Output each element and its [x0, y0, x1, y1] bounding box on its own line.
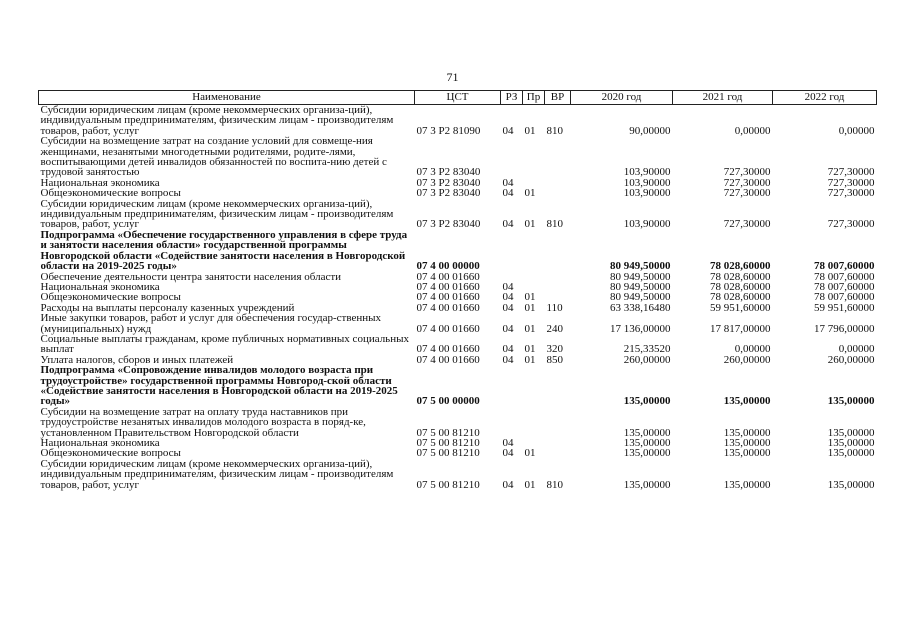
row-value-2021: 59 951,60000: [710, 301, 771, 314]
row-vr: 810: [546, 478, 563, 491]
row-vr: [545, 178, 571, 188]
header-2021: 2021 год: [673, 91, 773, 105]
row-value-2021: 0,00000: [734, 343, 771, 356]
row-cst: 07 4 00 00000: [416, 260, 480, 273]
header-name: Наименование: [39, 91, 415, 105]
row-rz: [501, 407, 523, 438]
row-name: Обеспечение деятельности центра занятости населения области: [40, 270, 342, 283]
row-value-2020: 17 136,00000: [610, 322, 671, 335]
row-rz: 04: [502, 322, 514, 335]
row-name: Подпрограмма «Обеспечение государственного управления в сфере труда и занятости населения области» государственной программы Новгородской области «Содействие занятости населения в Новгородской области на 2019-2025 годы»: [40, 228, 408, 273]
header-vr: ВР: [545, 91, 571, 105]
row-value-2022: 260,00000: [827, 353, 875, 366]
row-vr: 110: [546, 301, 563, 314]
row-rz: [501, 230, 523, 272]
row-cst: 07 3 Р2 81090: [416, 124, 481, 137]
row-vr: 850: [546, 353, 563, 366]
row-value-2021: 260,00000: [723, 353, 771, 366]
row-name: Общеэкономические вопросы: [40, 291, 181, 304]
row-value-2020: 80 949,50000: [610, 270, 671, 283]
row-pr: 01: [524, 291, 536, 304]
table-row: [39, 105, 877, 137]
row-value-2022: 0,00000: [838, 343, 875, 356]
row-value-2020: 80 949,50000: [610, 280, 671, 293]
row-pr: 01: [524, 447, 536, 460]
row-rz: 04: [502, 301, 514, 314]
row-vr: [545, 282, 571, 292]
row-rz: 04: [502, 447, 514, 460]
row-name: Субсидии юридическим лицам (кроме некоммерческих организа-ций), индивидуальным предпринимателям, физическим лицам - производителям товаров, работ, услуг: [40, 104, 394, 137]
row-rz: 04: [502, 353, 514, 366]
row-rz: [501, 365, 523, 407]
header-2022: 2022 год: [773, 91, 877, 105]
row-cst: 07 4 00 01660: [416, 343, 480, 356]
row-rz: 04: [502, 176, 514, 189]
header-rz: РЗ: [501, 91, 523, 105]
row-cst: 07 5 00 00000: [416, 395, 480, 408]
header-pr: Пр: [523, 91, 545, 105]
row-value-2021: 727,30000: [723, 187, 771, 200]
row-value-2020: 63 338,16480: [610, 301, 671, 314]
row-name: Иные закупки товаров, работ и услуг для обеспечения государ-ственных (муниципальных) нужд: [40, 312, 382, 335]
row-value-2022: 78 007,60000: [814, 280, 875, 293]
row-pr: [523, 365, 545, 407]
row-name: Уплата налогов, сборов и иных платежей: [40, 353, 234, 366]
row-cst: 07 4 00 01660: [416, 291, 480, 304]
row-value-2020: 260,00000: [623, 353, 671, 366]
row-cst: 07 4 00 01660: [416, 301, 480, 314]
row-value-2022: 135,00000: [827, 447, 875, 460]
row-value-2022: 78 007,60000: [814, 270, 875, 283]
row-rz: 04: [502, 478, 514, 491]
row-vr: [545, 136, 571, 178]
header-cst: ЦСТ: [415, 91, 501, 105]
row-pr: 01: [524, 322, 536, 335]
table-row: [39, 459, 877, 490]
row-pr: [523, 407, 545, 438]
row-pr: [523, 272, 545, 282]
table-row: [39, 407, 877, 438]
row-name: Национальная экономика: [40, 437, 160, 449]
budget-table: [38, 90, 877, 490]
row-value-2021: 78 028,60000: [710, 280, 771, 293]
row-value-2020: 103,90000: [623, 218, 671, 231]
row-value-2020: 135,00000: [623, 395, 671, 408]
row-cst: 07 3 Р2 83040: [416, 176, 481, 189]
table-row: [39, 136, 877, 178]
row-value-2021: 78 028,60000: [710, 291, 771, 304]
table-row: [39, 199, 877, 230]
row-value-2020: 135,00000: [623, 426, 671, 439]
row-name: Общеэкономические вопросы: [40, 447, 181, 460]
row-value-2022: 17 796,00000: [814, 322, 875, 335]
row-vr: [545, 407, 571, 438]
row-value-2022: 135,00000: [827, 426, 875, 439]
row-name: Национальная экономика: [40, 176, 160, 189]
row-cst: 07 5 00 81210: [416, 447, 480, 460]
row-value-2022: 59 951,60000: [814, 301, 875, 314]
row-cst: 07 5 00 81210: [416, 478, 480, 491]
row-pr: 01: [524, 343, 536, 356]
row-rz: [501, 136, 523, 178]
header-2020: 2020 год: [571, 91, 673, 105]
table-row: [39, 313, 877, 334]
row-name: Субсидии юридическим лицам (кроме некоммерческих организа-ций), индивидуальным предпринимателям, физическим лицам - производителям товаров, работ, услуг: [40, 457, 394, 491]
table-row: [39, 230, 877, 272]
row-cst: 07 3 Р2 83040: [416, 187, 481, 200]
row-value-2021: 727,30000: [723, 176, 771, 189]
row-pr: 01: [524, 187, 536, 200]
row-value-2022: 78 007,60000: [814, 291, 875, 304]
row-value-2021: 135,00000: [723, 395, 771, 408]
row-name: Субсидии на возмещение затрат на создание условий для совмеще-ния женщинами, незанятыми многодетными родителями, родите-лями, воспитывающими детей инвалидов обязанностей по воспита-нию детей с трудовой занятостью: [40, 135, 387, 179]
row-value-2020: 80 949,50000: [610, 260, 671, 273]
row-cst: 07 4 00 01660: [416, 353, 480, 366]
row-value-2022: 0,00000: [838, 124, 875, 137]
row-cst: 07 3 Р2 83040: [416, 166, 481, 179]
table-header-row: [39, 91, 877, 105]
row-name: Субсидии юридическим лицам (кроме некоммерческих организа-ций), индивидуальным предпринимателям, физическим лицам - производителям товаров, работ, услуг: [40, 197, 394, 231]
row-cst: 07 4 00 01660: [416, 322, 480, 335]
row-vr: [545, 438, 571, 448]
row-name: Субсидии на возмещение затрат на оплату труда наставников при трудоустройстве незанятых инвалидов молодого возраста в поряд-ке, установленном Правительством Новгородской области: [40, 405, 366, 439]
row-cst: 07 3 Р2 83040: [416, 218, 481, 231]
row-value-2022: 727,30000: [827, 187, 875, 200]
row-value-2021: 135,00000: [723, 478, 771, 491]
row-value-2022: 135,00000: [827, 437, 875, 449]
row-rz: 04: [502, 124, 514, 137]
row-name: Подпрограмма «Сопровождение инвалидов молодого возраста при трудоустройстве» государственной программы Новгород-ской области «Содействие занятости населения в Новгородской области на 2019-2025 годы»: [40, 364, 398, 408]
row-value-2020: 103,90000: [623, 166, 671, 179]
row-value-2022: 135,00000: [827, 395, 875, 408]
row-vr: [545, 365, 571, 407]
row-value-2020: 215,33520: [623, 343, 671, 356]
row-rz: 04: [502, 187, 514, 200]
row-value-2021: 17 817,00000: [710, 322, 771, 335]
row-value-2020: 135,00000: [623, 437, 671, 449]
row-value-2020: 90,00000: [629, 124, 671, 137]
row-vr: [545, 230, 571, 272]
row-rz: 04: [502, 437, 514, 449]
row-value-2020: 103,90000: [623, 187, 671, 200]
row-value-2022: 78 007,60000: [814, 260, 875, 273]
row-rz: 04: [502, 218, 514, 231]
row-value-2021: 78 028,60000: [710, 260, 771, 273]
row-vr: 810: [546, 218, 563, 231]
row-cst: 07 5 00 81210: [416, 426, 480, 439]
row-value-2022: 727,30000: [827, 218, 875, 231]
row-value-2020: 135,00000: [623, 478, 671, 491]
row-value-2021: 78 028,60000: [710, 270, 771, 283]
row-value-2020: 103,90000: [623, 176, 671, 189]
row-pr: 01: [524, 301, 536, 314]
row-value-2021: 0,00000: [734, 124, 771, 137]
row-vr: [545, 448, 571, 458]
row-cst: 07 5 00 81210: [416, 437, 480, 449]
row-value-2021: 135,00000: [723, 447, 771, 460]
page-number: 71: [446, 70, 459, 84]
row-value-2020: 135,00000: [623, 447, 671, 460]
row-pr: 01: [524, 124, 536, 137]
row-vr: 320: [546, 343, 563, 356]
row-value-2022: 727,30000: [827, 166, 875, 179]
row-rz: 04: [502, 280, 514, 293]
row-name: Расходы на выплаты персоналу казенных учреждений: [40, 301, 295, 314]
row-name: Социальные выплаты гражданам, кроме публичных нормативных социальных выплат: [40, 332, 409, 356]
row-cst: 07 4 00 01660: [416, 280, 480, 293]
row-vr: [545, 188, 571, 198]
row-pr: 01: [524, 353, 536, 366]
row-value-2021: 135,00000: [723, 437, 771, 449]
row-rz: 04: [502, 343, 514, 356]
row-pr: [523, 136, 545, 178]
row-pr: 01: [524, 218, 536, 231]
row-pr: 01: [524, 478, 536, 491]
row-rz: 04: [502, 291, 514, 304]
row-vr: 810: [546, 124, 563, 137]
row-name: Общеэкономические вопросы: [40, 187, 181, 200]
row-value-2022: 135,00000: [827, 478, 875, 491]
table-row: [39, 334, 877, 355]
row-name: Национальная экономика: [40, 280, 160, 293]
table-row: [39, 365, 877, 407]
row-value-2021: 727,30000: [723, 218, 771, 231]
row-value-2020: 80 949,50000: [610, 291, 671, 304]
row-cst: 07 4 00 01660: [416, 270, 480, 283]
row-value-2021: 135,00000: [723, 426, 771, 439]
row-pr: [523, 230, 545, 272]
row-vr: [545, 272, 571, 282]
row-value-2022: 727,30000: [827, 176, 875, 189]
row-vr: 240: [546, 322, 563, 335]
row-value-2021: 727,30000: [723, 166, 771, 179]
